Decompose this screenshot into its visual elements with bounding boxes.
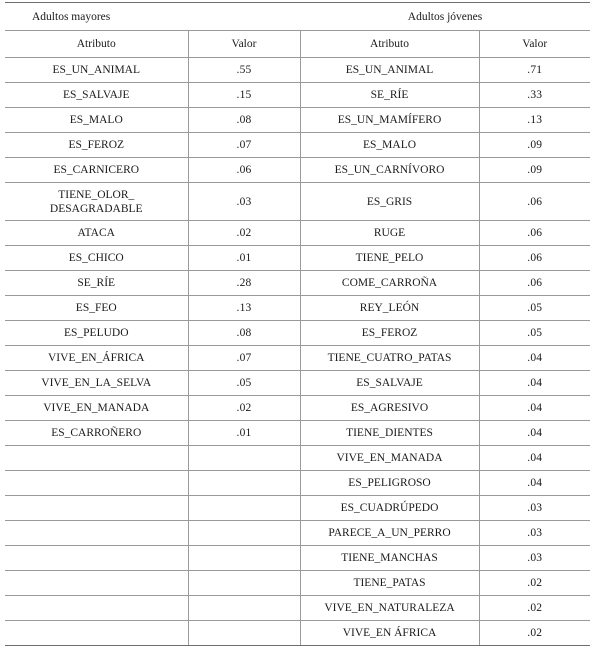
- value-cell-older: .02: [188, 221, 300, 246]
- attribute-cell-young: ES_SALVAJE: [300, 371, 479, 396]
- table-row: [5, 346, 590, 371]
- attribute-cell-young: ES_UN_MAMÍFERO: [300, 108, 479, 133]
- column-header-attribute-young: Atributo: [300, 31, 479, 58]
- table-row: [5, 133, 590, 158]
- attribute-cell-older: ES_MALO: [5, 108, 188, 133]
- attribute-cell-young: RUGE: [300, 221, 479, 246]
- value-cell-older: [188, 571, 300, 596]
- attribute-cell-young: TIENE_DIENTES: [300, 421, 479, 446]
- value-cell-young: .06: [479, 183, 590, 221]
- attribute-cell-young: ES_FEROZ: [300, 321, 479, 346]
- attribute-cell-young: TIENE_MANCHAS: [300, 546, 479, 571]
- value-cell-young: .33: [479, 83, 590, 108]
- attribute-cell-young: PARECE_A_UN_PERRO: [300, 521, 479, 546]
- attribute-cell-older: ES_PELUDO: [5, 321, 188, 346]
- value-cell-older: .13: [188, 296, 300, 321]
- value-cell-young: .03: [479, 496, 590, 521]
- attribute-cell-older: [5, 521, 188, 546]
- attribute-cell-older: [5, 571, 188, 596]
- column-header-value-young: Valor: [479, 31, 590, 58]
- attribute-cell-young: VIVE_EN ÁFRICA: [300, 621, 479, 646]
- attribute-table-container: [5, 2, 590, 646]
- attribute-cell-older: [5, 596, 188, 621]
- value-cell-young: .09: [479, 158, 590, 183]
- attribute-cell-young: ES_UN_ANIMAL: [300, 58, 479, 83]
- value-cell-older: .08: [188, 108, 300, 133]
- attribute-cell-young: SE_RÍE: [300, 83, 479, 108]
- value-cell-older: .55: [188, 58, 300, 83]
- value-cell-older: .01: [188, 421, 300, 446]
- table-row: [5, 271, 590, 296]
- attribute-cell-young: VIVE_EN_NATURALEZA: [300, 596, 479, 621]
- table-row: [5, 596, 590, 621]
- table-row: [5, 421, 590, 446]
- value-cell-older: .02: [188, 396, 300, 421]
- value-cell-young: .04: [479, 346, 590, 371]
- value-cell-young: .02: [479, 571, 590, 596]
- value-cell-older: .07: [188, 346, 300, 371]
- value-cell-young: .04: [479, 396, 590, 421]
- attribute-cell-older: ES_FEO: [5, 296, 188, 321]
- group-header-older-adults: Adultos mayores: [5, 3, 300, 31]
- value-cell-older: .01: [188, 246, 300, 271]
- value-cell-older: [188, 471, 300, 496]
- table-row: [5, 371, 590, 396]
- table-row: [5, 221, 590, 246]
- attribute-cell-older: ES_UN_ANIMAL: [5, 58, 188, 83]
- table-row: [5, 621, 590, 646]
- value-cell-older: .08: [188, 321, 300, 346]
- attribute-cell-older: ATACA: [5, 221, 188, 246]
- value-cell-older: .28: [188, 271, 300, 296]
- table-row: [5, 246, 590, 271]
- value-cell-young: .04: [479, 471, 590, 496]
- attribute-cell-young: VIVE_EN_MANADA: [300, 446, 479, 471]
- table-row: [5, 546, 590, 571]
- table-row: [5, 521, 590, 546]
- value-cell-older: [188, 496, 300, 521]
- column-header-value-older: Valor: [188, 31, 300, 58]
- attribute-cell-older: VIVE_EN_ÁFRICA: [5, 346, 188, 371]
- attribute-cell-older: ES_CHICO: [5, 246, 188, 271]
- value-cell-young: .06: [479, 221, 590, 246]
- attribute-cell-young: ES_GRIS: [300, 183, 479, 221]
- attribute-cell-older: ES_CARROÑERO: [5, 421, 188, 446]
- value-cell-older: [188, 521, 300, 546]
- attribute-cell-older: [5, 446, 188, 471]
- attribute-cell-older: [5, 471, 188, 496]
- attribute-cell-older: VIVE_EN_MANADA: [5, 396, 188, 421]
- value-cell-young: .02: [479, 621, 590, 646]
- attribute-cell-older: [5, 496, 188, 521]
- attribute-cell-young: TIENE_PELO: [300, 246, 479, 271]
- attribute-cell-young: COME_CARROÑA: [300, 271, 479, 296]
- attribute-cell-young: REY_LEÓN: [300, 296, 479, 321]
- value-cell-young: .03: [479, 521, 590, 546]
- value-cell-young: .02: [479, 596, 590, 621]
- table-row: [5, 446, 590, 471]
- value-cell-older: .07: [188, 133, 300, 158]
- column-header-row: [5, 31, 590, 58]
- value-cell-young: .05: [479, 321, 590, 346]
- attribute-cell-older: [5, 621, 188, 646]
- attribute-cell-older: ES_FEROZ: [5, 133, 188, 158]
- table-row: [5, 58, 590, 83]
- column-header-attribute-older: Atributo: [5, 31, 188, 58]
- table-row: [5, 471, 590, 496]
- value-cell-young: .05: [479, 296, 590, 321]
- table-row: [5, 396, 590, 421]
- group-header-young-adults: Adultos jóvenes: [300, 3, 590, 31]
- attribute-cell-young: TIENE_CUATRO_PATAS: [300, 346, 479, 371]
- attribute-cell-young: ES_UN_CARNÍVORO: [300, 158, 479, 183]
- value-cell-young: .09: [479, 133, 590, 158]
- table-row: [5, 108, 590, 133]
- attribute-cell-older: VIVE_EN_LA_SELVA: [5, 371, 188, 396]
- value-cell-older: [188, 621, 300, 646]
- table-body: [5, 58, 590, 646]
- table-row: [5, 496, 590, 521]
- attribute-cell-older: ES_CARNICERO: [5, 158, 188, 183]
- table-row: [5, 183, 590, 221]
- table-row: [5, 83, 590, 108]
- attribute-cell-older: SE_RÍE: [5, 271, 188, 296]
- value-cell-older: .05: [188, 371, 300, 396]
- value-cell-older: .15: [188, 83, 300, 108]
- value-cell-young: .13: [479, 108, 590, 133]
- value-cell-older: [188, 596, 300, 621]
- value-cell-young: .04: [479, 421, 590, 446]
- attribute-cell-older: [5, 546, 188, 571]
- value-cell-older: .06: [188, 158, 300, 183]
- value-cell-young: .03: [479, 546, 590, 571]
- value-cell-young: .04: [479, 371, 590, 396]
- table-row: [5, 158, 590, 183]
- value-cell-young: .71: [479, 58, 590, 83]
- attribute-table: [5, 2, 590, 646]
- attribute-cell-young: ES_PELIGROSO: [300, 471, 479, 496]
- table-row: [5, 296, 590, 321]
- value-cell-older: [188, 546, 300, 571]
- value-cell-young: .06: [479, 271, 590, 296]
- value-cell-young: .06: [479, 246, 590, 271]
- value-cell-older: [188, 446, 300, 471]
- group-header-row: [5, 3, 590, 31]
- attribute-cell-older: TIENE_OLOR_ DESAGRADABLE: [5, 183, 188, 221]
- table-row: [5, 571, 590, 596]
- table-row: [5, 321, 590, 346]
- attribute-cell-young: TIENE_PATAS: [300, 571, 479, 596]
- attribute-cell-young: ES_MALO: [300, 133, 479, 158]
- attribute-cell-young: ES_CUADRÚPEDO: [300, 496, 479, 521]
- value-cell-young: .04: [479, 446, 590, 471]
- value-cell-older: .03: [188, 183, 300, 221]
- attribute-cell-young: ES_AGRESIVO: [300, 396, 479, 421]
- attribute-cell-older: ES_SALVAJE: [5, 83, 188, 108]
